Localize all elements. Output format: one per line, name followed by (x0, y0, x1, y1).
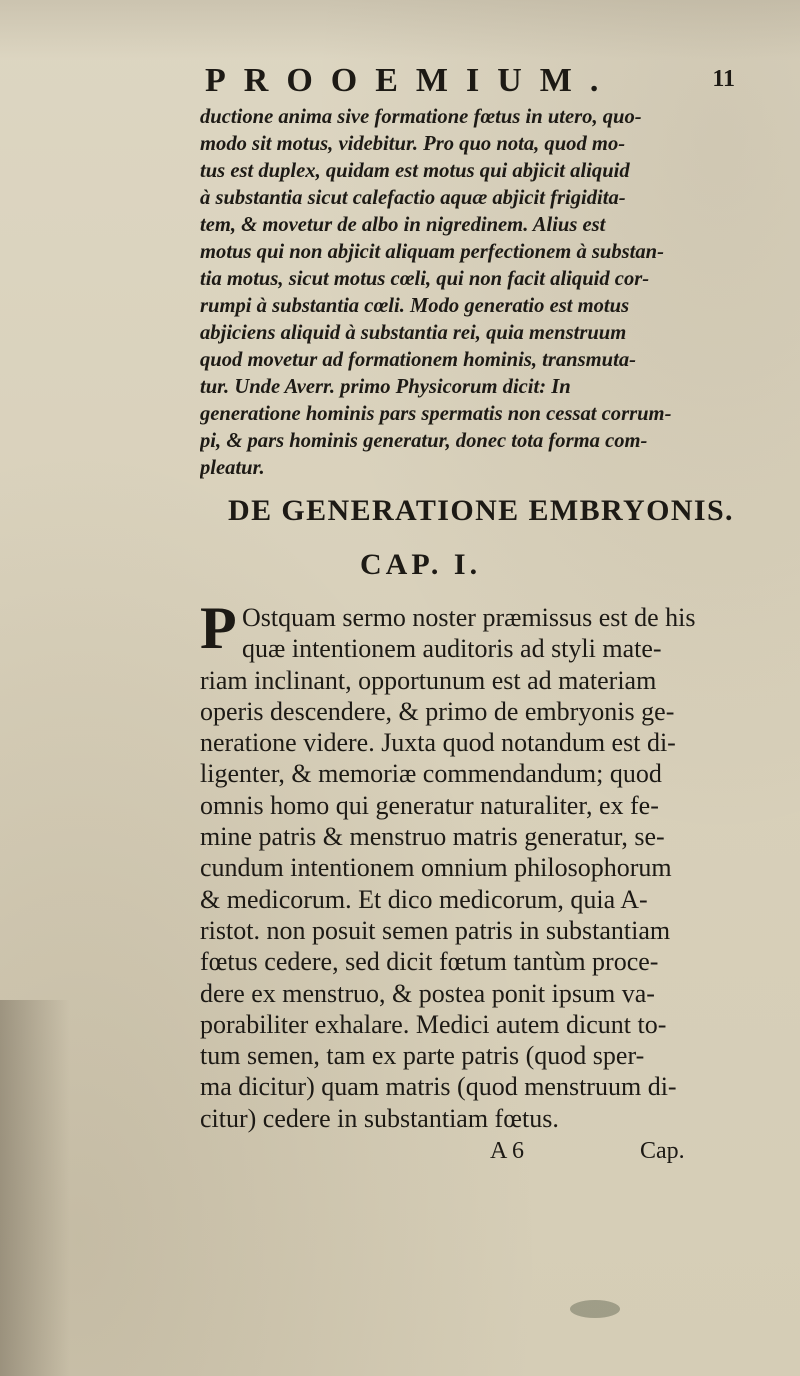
italic-line: motus qui non abjicit aliquam perfectionem à substan- (200, 241, 664, 263)
body-line: cundum intentionem omnium philosophorum (200, 853, 672, 883)
italic-passage (200, 104, 745, 482)
signature-mark: A 6 (490, 1138, 525, 1164)
page-footer (200, 1138, 745, 1168)
italic-line: tus est duplex, quidam est motus qui abjicit aliquid (200, 160, 630, 182)
body-text (200, 602, 745, 1134)
running-title: PROOEMIUM. (205, 62, 617, 99)
body-line: fœtus cedere, sed dicit fœtum tantùm proce- (200, 947, 659, 977)
catchword: Cap. (640, 1138, 685, 1164)
body-line: quæ intentionem auditoris ad styli mate- (242, 634, 662, 664)
italic-line: rumpi à substantia cœli. Modo generatio est motus (200, 295, 630, 317)
page-number: 11 (712, 66, 735, 92)
italic-line: tia motus, sicut motus cœli, qui non facit aliquid cor- (200, 268, 650, 290)
body-line: tum semen, tam ex parte patris (quod sper- (200, 1041, 645, 1071)
drop-cap: P (200, 595, 237, 661)
italic-line: à substantia sicut calefactio aquæ abjicit frigidita- (200, 187, 626, 209)
page-gutter-shadow (0, 1000, 70, 1376)
section-heading: DE GENERATIONE EMBRYONIS. (228, 494, 734, 527)
chapter-heading: CAP. I. (360, 548, 482, 581)
body-line: riam inclinant, opportunum est ad materiam (200, 665, 657, 695)
italic-line: ductione anima sive formatione fœtus in utero, quo- (200, 106, 642, 128)
body-line: ristot. non posuit semen patris in substantiam (200, 915, 671, 945)
italic-line: tur. Unde Averr. primo Physicorum dicit: In (200, 376, 571, 398)
body-line: operis descendere, & primo de embryonis ge- (200, 696, 675, 726)
body-line: dere ex menstruo, & postea ponit ipsum va- (200, 978, 655, 1008)
body-line: ma dicitur) quam matris (quod menstruum di- (200, 1072, 677, 1102)
page-header (205, 62, 735, 102)
top-edge-shadow (0, 0, 800, 60)
italic-line: tem, & movetur de albo in nigredinem. Alius est (200, 214, 606, 236)
body-line: neratione videre. Juxta quod notandum est di- (200, 728, 676, 758)
body-line: mine patris & menstruo matris generatur, se- (200, 822, 665, 852)
italic-line: modo sit motus, videbitur. Pro quo nota, quod mo- (200, 133, 626, 155)
italic-line: quod movetur ad formationem hominis, transmuta- (200, 349, 636, 371)
italic-line: pleatur. (200, 457, 265, 479)
body-line: & medicorum. Et dico medicorum, quia A- (200, 884, 648, 914)
body-line: Ostquam sermo noster præmissus est de his (242, 603, 696, 632)
body-line: omnis homo qui generatur naturaliter, ex fe- (200, 790, 659, 820)
italic-line: pi, & pars hominis generatur, donec tota forma com- (200, 430, 648, 452)
italic-line: abjiciens aliquid à substantia rei, quia menstruum (200, 322, 627, 344)
italic-line: generatione hominis pars spermatis non cessat corrum- (200, 403, 672, 425)
ink-stain (570, 1300, 620, 1318)
body-line: ligenter, & memoriæ commendandum; quod (200, 759, 662, 789)
body-line: citur) cedere in substantiam fœtus. (200, 1103, 559, 1133)
body-line: porabiliter exhalare. Medici autem dicunt to- (200, 1009, 667, 1039)
